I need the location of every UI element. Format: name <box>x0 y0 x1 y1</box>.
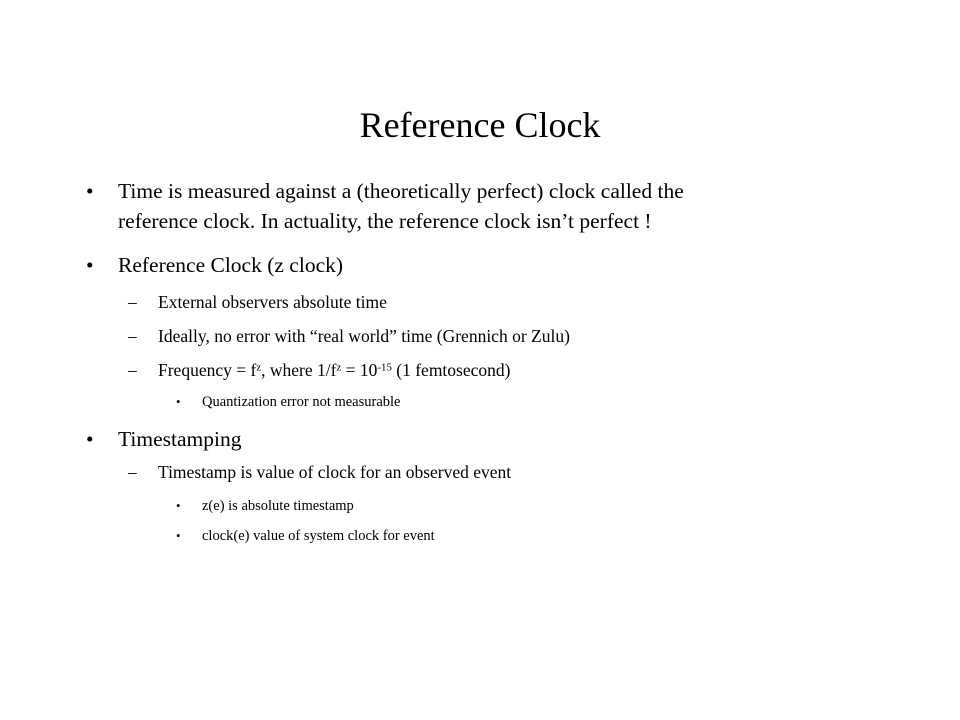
detail-system-clock-value <box>84 526 904 546</box>
sub-bullet-external-observers <box>84 290 904 314</box>
dash-marker: – <box>128 360 137 380</box>
slide-content <box>84 176 904 546</box>
detail-text: Quantization error not measurable <box>202 394 401 410</box>
frequency-sup-z1: z <box>256 361 262 374</box>
bullet-text-line2: reference clock. In actuality, the reference clock isn’t perfect ! <box>118 209 652 233</box>
frequency-sup-z2: z <box>336 361 342 374</box>
bullet-marker: • <box>176 498 181 513</box>
detail-quantization-error <box>84 392 904 412</box>
bullet-time-measured <box>84 176 904 236</box>
detail-text: clock(e) value of system clock for event <box>202 528 435 544</box>
dash-marker: – <box>128 292 137 312</box>
sub-bullet-ideally-no-error <box>84 324 904 348</box>
bullet-marker: • <box>176 394 181 409</box>
bullet-marker: • <box>86 253 94 277</box>
bullet-marker: • <box>176 528 181 543</box>
detail-text: z(e) is absolute timestamp <box>202 498 354 514</box>
detail-absolute-timestamp <box>84 496 904 516</box>
frequency-sup-exponent: -15 <box>377 361 392 374</box>
frequency-text-part1: Frequency = f <box>158 360 257 380</box>
sub-bullet-timestamp-value <box>84 460 904 484</box>
frequency-text-part3: = 10 <box>341 360 378 380</box>
bullet-marker: • <box>86 179 94 203</box>
frequency-text-part4: (1 femtosecond) <box>391 360 511 380</box>
slide-title: Reference Clock <box>359 105 601 145</box>
sub-bullet-text: Timestamp is value of clock for an observed event <box>158 462 512 482</box>
bullet-reference-clock <box>84 250 904 280</box>
dash-marker: – <box>128 326 137 346</box>
sub-bullet-frequency <box>84 358 904 382</box>
sub-bullet-text: External observers absolute time <box>158 292 387 312</box>
bullet-text: Reference Clock (z clock) <box>118 253 344 277</box>
frequency-text-part2: , where 1/f <box>261 360 337 380</box>
sub-bullet-text: Ideally, no error with “real world” time (Grennich or Zulu) <box>158 326 570 346</box>
dash-marker: – <box>128 462 137 482</box>
bullet-timestamping <box>84 424 904 454</box>
bullet-text-line1: Time is measured against a (theoretically perfect) clock called the <box>118 179 684 203</box>
bullet-marker: • <box>86 427 94 451</box>
bullet-text: Timestamping <box>118 427 242 451</box>
